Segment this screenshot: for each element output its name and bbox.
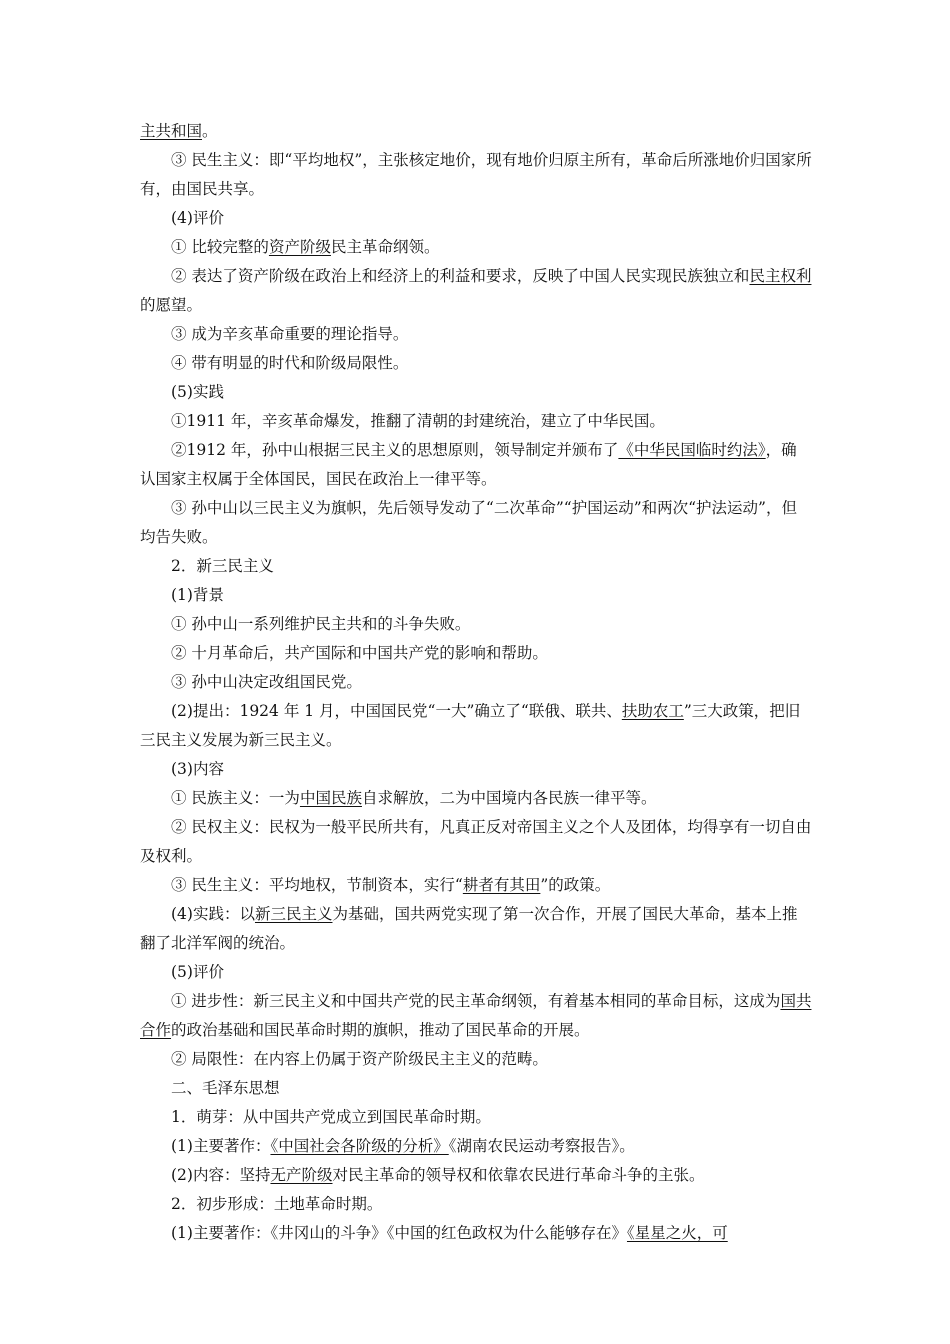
underlined-term: 主共和国 xyxy=(140,122,203,140)
subheading-content: (3)内容 xyxy=(171,760,224,778)
underlined-term: 新三民主义 xyxy=(254,905,333,923)
paragraph-background-2: ② 十月革命后，共产国际和中国共产党的影响和帮助。 xyxy=(171,644,548,662)
paragraph-minsheng-old: ③ 民生主义：即“平均地权”，主张核定地价，现有地价归原主所有，革命后所涨地价归国家所有，由国民共享。 xyxy=(140,151,812,198)
underlined-term: 国共合作 xyxy=(140,992,812,1039)
subheading-practice: (5)实践 xyxy=(171,383,224,401)
heading-new-three-principles: 2．新三民主义 xyxy=(171,557,274,575)
paragraph-content-1: (2)内容：坚持无产阶级对民主革命的领导权和依靠农民进行革命斗争的主张。 xyxy=(171,1166,705,1184)
paragraph-continuation: 主共和国。 xyxy=(140,122,218,140)
paragraph-nationalism: ① 民族主义：一为中国民族自求解放，二为中国境内各民族一律平等。 xyxy=(171,789,657,807)
underlined-term: 《中华民国临时约法》 xyxy=(618,441,766,459)
heading-germination: 1．萌芽：从中国共产党成立到国民革命时期。 xyxy=(171,1108,491,1126)
paragraph-background-1: ① 孙中山一系列维护民主共和的斗争失败。 xyxy=(171,615,471,633)
paragraph-proposal: (2)提出：1924 年 1 月，中国国民党“一大”确立了“联俄、联共、扶助农工”三大政策，把旧三民主义发展为新三民主义。 xyxy=(140,702,801,749)
subheading-evaluation: (4)评价 xyxy=(171,209,224,227)
underlined-term: 耕者有其田 xyxy=(462,876,541,894)
underlined-term: 扶助农工 xyxy=(621,702,684,720)
paragraph-practice-1: ①1911 年，辛亥革命爆发，推翻了清朝的封建统治，建立了中华民国。 xyxy=(171,412,665,430)
paragraph-background-3: ③ 孙中山决定改组国民党。 xyxy=(171,673,362,691)
heading-mao-thought: 二、毛泽东思想 xyxy=(171,1079,280,1097)
paragraph-eval-2: ② 表达了资产阶级在政治上和经济上的利益和要求，反映了中国人民实现民族独立和民主权利的愿望。 xyxy=(140,267,812,314)
underlined-term: 资产阶级 xyxy=(268,238,331,256)
paragraph-eval-3: ③ 成为辛亥革命重要的理论指导。 xyxy=(171,325,409,343)
underlined-term: 《星星之火，可 xyxy=(626,1224,728,1242)
underlined-term: 无产阶级 xyxy=(270,1166,333,1184)
paragraph-democracy: ② 民权主义：民权为一般平民所共有，凡真正反对帝国主义之个人及团体，均得享有一切自由及权利。 xyxy=(140,818,812,865)
subheading-new-evaluation: (5)评价 xyxy=(171,963,224,981)
paragraph-main-works-1: (1)主要著作：《中国社会各阶级的分析》《湖南农民运动考察报告》。 xyxy=(171,1137,635,1155)
underlined-term: 中国民族 xyxy=(299,789,362,807)
paragraph-livelihood: ③ 民生主义：平均地权，节制资本，实行“耕者有其田”的政策。 xyxy=(171,876,611,894)
paragraph-progressiveness: ① 进步性：新三民主义和中国共产党的民主革命纲领，有着基本相同的革命目标，这成为国共合作的政治基础和国民革命时期的旗帜，推动了国民革命的开展。 xyxy=(140,992,812,1039)
paragraph-main-works-2: (1)主要著作：《井冈山的斗争》《中国的红色政权为什么能够存在》《星星之火，可 xyxy=(171,1224,728,1242)
paragraph-eval-1: ① 比较完整的资产阶级民主革命纲领。 xyxy=(171,238,440,256)
paragraph-practice-2: ②1912 年，孙中山根据三民主义的思想原则，领导制定并颁布了《中华民国临时约法》，确认国家主权属于全体国民，国民在政治上一律平等。 xyxy=(140,441,797,488)
paragraph-new-practice: (4)实践：以新三民主义为基础，国共两党实现了第一次合作，开展了国民大革命，基本上推翻了北洋军阀的统治。 xyxy=(140,905,798,952)
paragraph-limitation: ② 局限性：在内容上仍属于资产阶级民主主义的范畴。 xyxy=(171,1050,548,1068)
underlined-term: 《中国社会各阶级的分析》 xyxy=(270,1137,449,1155)
paragraph-eval-4: ④ 带有明显的时代和阶级局限性。 xyxy=(171,354,409,372)
paragraph-practice-3: ③ 孙中山以三民主义为旗帜，先后领导发动了“二次革命”“护国运动”和两次“护法运动”，但均告失败。 xyxy=(140,499,797,546)
subheading-background: (1)背景 xyxy=(171,586,224,604)
document-body xyxy=(140,117,812,1248)
underlined-term: 民主权利 xyxy=(749,267,812,285)
heading-initial-formation: 2．初步形成：土地革命时期。 xyxy=(171,1195,383,1213)
